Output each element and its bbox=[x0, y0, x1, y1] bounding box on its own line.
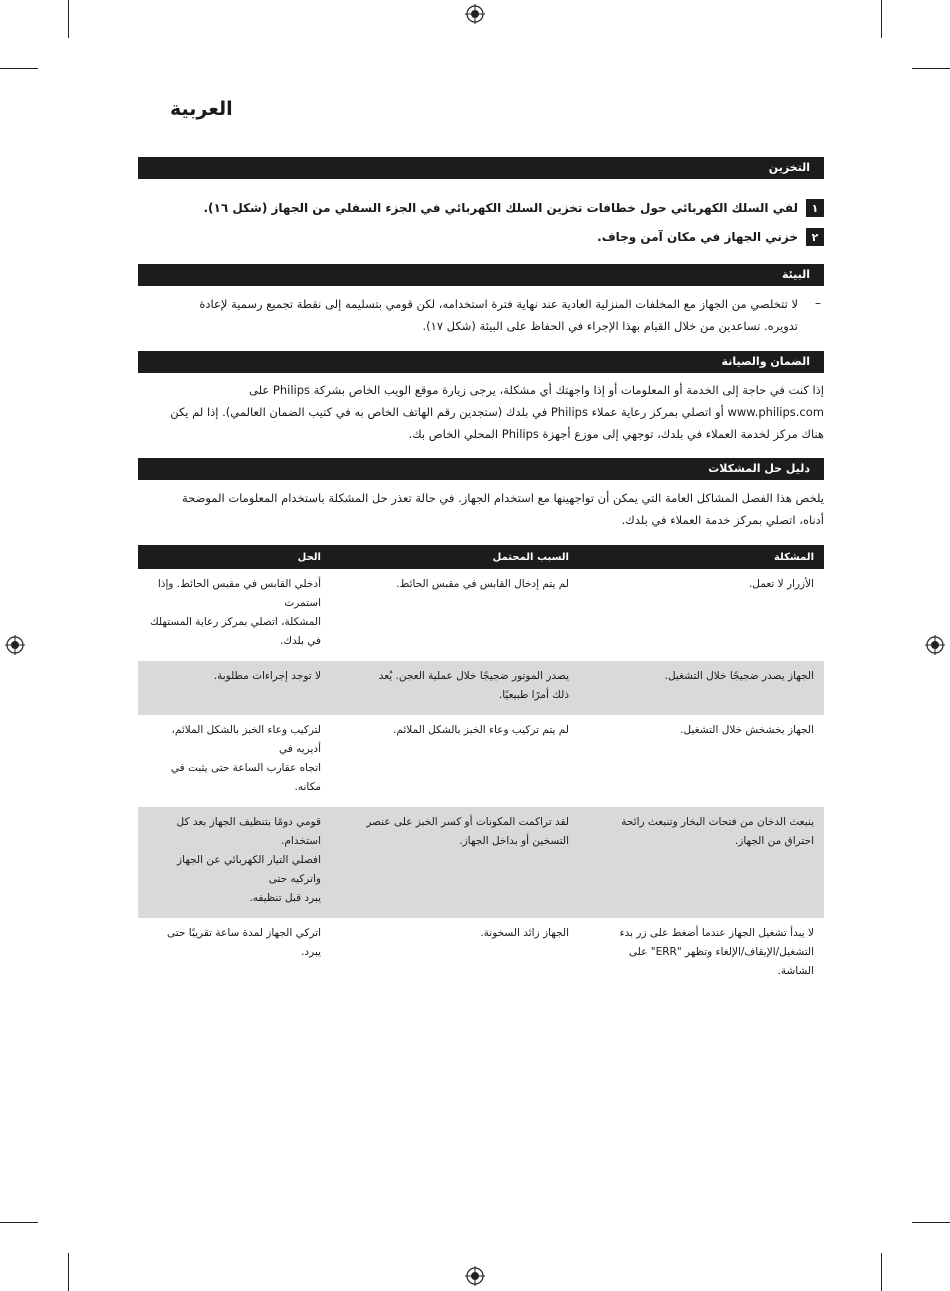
cell-line: ينبعث الدخان من فتحات البخار وتنبعث رائحة bbox=[621, 816, 814, 828]
cell-cause bbox=[331, 715, 579, 807]
cell-line: افصلي التيار الكهربائي عن الجهاز واتركيه حتى bbox=[177, 854, 321, 885]
storage-step-1 bbox=[203, 199, 824, 217]
bullet-dash: – bbox=[815, 296, 821, 310]
cell-line: لم يتم إدخال القابس في مقبس الحائط. bbox=[396, 578, 569, 590]
cell-line: الجهاز يخشخش خلال التشغيل. bbox=[680, 724, 814, 736]
cell-line: احتراق من الجهاز. bbox=[734, 835, 814, 847]
crop-mark bbox=[881, 1253, 882, 1291]
crop-mark bbox=[912, 68, 950, 69]
cell-solution bbox=[138, 569, 331, 661]
column-header-solution: الحل bbox=[138, 545, 331, 569]
paragraph-line: تدويره. تساعدين من خلال القيام بهذا الإجراء في الحفاظ على البيئة (شكل ١٧). bbox=[422, 319, 798, 333]
section-header-storage: التخزين bbox=[138, 157, 824, 179]
crop-mark bbox=[0, 68, 38, 69]
table-row bbox=[138, 715, 824, 807]
crop-mark bbox=[912, 1222, 950, 1223]
cell-cause bbox=[331, 661, 579, 715]
table-header-row bbox=[138, 545, 824, 569]
column-header-problem: المشكلة bbox=[579, 545, 824, 569]
cell-line: لم يتم تركيب وعاء الخبز بالشكل الملائم. bbox=[393, 724, 569, 736]
cell-solution bbox=[138, 715, 331, 807]
cell-line: لا يبدأ تشغيل الجهاز عندما أضغط على زر بدء bbox=[619, 927, 814, 939]
crop-mark bbox=[0, 1222, 38, 1223]
step-text: خزني الجهاز في مكان آمن وجاف. bbox=[597, 230, 798, 244]
registration-mark-icon bbox=[5, 635, 25, 655]
cell-line: لا توجد إجراءات مطلوبة. bbox=[213, 670, 321, 682]
table-row bbox=[138, 569, 824, 661]
section-header-troubleshooting: دليل حل المشكلات bbox=[138, 458, 824, 480]
crop-mark bbox=[68, 1253, 69, 1291]
paragraph-line: أدناه، اتصلي بمركز خدمة العملاء في بلدك. bbox=[621, 513, 824, 527]
cell-problem bbox=[579, 569, 824, 661]
storage-step-2 bbox=[597, 228, 824, 246]
step-text: لفي السلك الكهربائي حول خطافات تخزين السلك الكهربائي في الجزء السفلي من الجهاز (شكل ١٦). bbox=[203, 201, 798, 215]
guarantee-paragraph bbox=[134, 379, 824, 445]
cell-solution bbox=[138, 918, 331, 991]
cell-problem bbox=[579, 661, 824, 715]
paragraph-line: www.philips.com أو اتصلي بمركز رعاية عملاء Philips في بلدك (ستجدين رقم الهاتف الخاص به في كتيب الضمان العالمي). إذا لم يكن bbox=[170, 405, 824, 419]
table-row bbox=[138, 661, 824, 715]
cell-line: لتركيب وعاء الخبز بالشكل الملائم، أديريه في bbox=[171, 724, 321, 755]
environment-paragraph bbox=[158, 293, 798, 337]
cell-line: الأزرار لا تعمل. bbox=[748, 578, 814, 590]
table-row bbox=[138, 807, 824, 918]
troubleshooting-paragraph bbox=[134, 487, 824, 531]
cell-line: يبرد قبل تنظيفه. bbox=[249, 892, 321, 904]
cell-line: اتجاه عقارب الساعة حتى يثبت في مكانه. bbox=[170, 762, 321, 793]
paragraph-line: هناك مركز لخدمة العملاء في بلدك، توجهي إلى موزع أجهزة Philips المحلي الخاص بك. bbox=[408, 427, 824, 441]
cell-line: التسخين أو بداخل الجهاز. bbox=[459, 835, 569, 847]
cell-line: لقد تراكمت المكونات أو كسر الخبز على عنصر bbox=[366, 816, 569, 828]
column-header-cause: السبب المحتمل bbox=[331, 545, 579, 569]
troubleshooting-table bbox=[138, 545, 824, 991]
registration-mark-icon bbox=[465, 4, 485, 24]
cell-line: أدخلي القابس في مقبس الحائط. وإذا استمرت bbox=[157, 578, 321, 609]
step-number-badge: ١ bbox=[806, 199, 824, 217]
cell-solution bbox=[138, 807, 331, 918]
cell-cause bbox=[331, 918, 579, 991]
registration-mark-icon bbox=[925, 635, 945, 655]
paragraph-line: يلخص هذا الفصل المشاكل العامة التي يمكن أن تواجهينها مع استخدام الجهاز. في حالة تعذر حل المشكلة باستخدام المعلومات الموضحة bbox=[182, 491, 824, 505]
cell-line: يصدر الموتور ضجيجًا خلال عملية العجن. يُعد bbox=[378, 670, 569, 682]
crop-mark bbox=[881, 0, 882, 38]
cell-cause bbox=[331, 569, 579, 661]
cell-line: الجهاز يصدر ضجيجًا خلال التشغيل. bbox=[664, 670, 814, 682]
cell-solution bbox=[138, 661, 331, 715]
paragraph-line: إذا كنت في حاجة إلى الخدمة أو المعلومات أو إذا واجهتك أي مشكلة، يرجى زيارة موقع الويب الخاص بشركة Philips على bbox=[249, 383, 824, 397]
crop-mark bbox=[68, 0, 69, 38]
page-language-title: العربية bbox=[170, 98, 233, 120]
cell-line: الجهاز زائد السخونة. bbox=[480, 927, 569, 939]
paragraph-line: لا تتخلصي من الجهاز مع المخلفات المنزلية العادية عند نهاية فترة استخدامه، لكن قومي بتسليمه إلى نقطة تجميع رسمية لإعادة bbox=[199, 297, 798, 311]
section-header-guarantee: الضمان والصيانة bbox=[138, 351, 824, 373]
cell-line: قومي دومًا بتنظيف الجهاز بعد كل استخدام. bbox=[176, 816, 321, 847]
cell-cause bbox=[331, 807, 579, 918]
cell-problem bbox=[579, 918, 824, 991]
cell-problem bbox=[579, 807, 824, 918]
cell-problem bbox=[579, 715, 824, 807]
cell-line: ذلك أمرًا طبيعيًا. bbox=[498, 689, 569, 701]
table-row bbox=[138, 918, 824, 991]
cell-line: الشاشة. bbox=[777, 965, 814, 977]
cell-line: المشكلة، اتصلي بمركز رعاية المستهلك في بلدك. bbox=[150, 616, 321, 647]
section-header-environment: البيئة bbox=[138, 264, 824, 286]
cell-line: التشغيل/الإيقاف/الإلغاء وتظهر "ERR" على bbox=[628, 946, 814, 958]
cell-line: اتركي الجهاز لمدة ساعة تقريبًا حتى يبرد. bbox=[167, 927, 321, 958]
registration-mark-icon bbox=[465, 1266, 485, 1286]
step-number-badge: ٢ bbox=[806, 228, 824, 246]
